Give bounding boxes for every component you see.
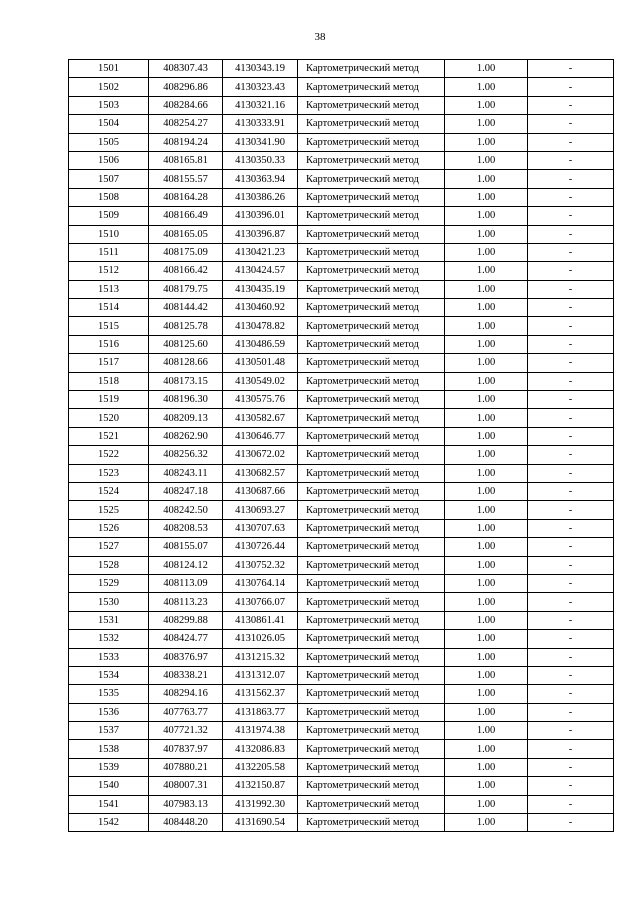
x-coordinate-cell: 408173.15 — [149, 372, 223, 390]
method-cell: Картометрический метод — [298, 354, 445, 372]
point-number-cell: 1507 — [69, 170, 149, 188]
note-cell: - — [528, 814, 614, 832]
table-row — [69, 170, 614, 188]
y-coordinate-cell: 4130752.32 — [223, 556, 298, 574]
x-coordinate-cell: 408209.13 — [149, 409, 223, 427]
y-coordinate-cell: 4130646.77 — [223, 427, 298, 445]
note-cell: - — [528, 630, 614, 648]
note-cell: - — [528, 133, 614, 151]
point-number-cell: 1534 — [69, 666, 149, 684]
point-number-cell: 1510 — [69, 225, 149, 243]
y-coordinate-cell: 4132086.83 — [223, 740, 298, 758]
x-coordinate-cell: 408125.78 — [149, 317, 223, 335]
accuracy-cell: 1.00 — [445, 795, 528, 813]
note-cell: - — [528, 538, 614, 556]
table-row — [69, 482, 614, 500]
method-cell: Картометрический метод — [298, 170, 445, 188]
method-cell: Картометрический метод — [298, 740, 445, 758]
point-number-cell: 1514 — [69, 299, 149, 317]
table-row — [69, 207, 614, 225]
point-number-cell: 1539 — [69, 758, 149, 776]
note-cell: - — [528, 151, 614, 169]
accuracy-cell: 1.00 — [445, 60, 528, 78]
y-coordinate-cell: 4130350.33 — [223, 151, 298, 169]
point-number-cell: 1518 — [69, 372, 149, 390]
y-coordinate-cell: 4130575.76 — [223, 391, 298, 409]
table-row — [69, 335, 614, 353]
table-row — [69, 372, 614, 390]
accuracy-cell: 1.00 — [445, 685, 528, 703]
table-row — [69, 243, 614, 261]
note-cell: - — [528, 758, 614, 776]
table-row — [69, 666, 614, 684]
method-cell: Картометрический метод — [298, 777, 445, 795]
point-number-cell: 1535 — [69, 685, 149, 703]
note-cell: - — [528, 446, 614, 464]
accuracy-cell: 1.00 — [445, 354, 528, 372]
note-cell: - — [528, 482, 614, 500]
method-cell: Картометрический метод — [298, 519, 445, 537]
x-coordinate-cell: 408113.23 — [149, 593, 223, 611]
table-row — [69, 317, 614, 335]
method-cell: Картометрический метод — [298, 317, 445, 335]
accuracy-cell: 1.00 — [445, 648, 528, 666]
table-row — [69, 611, 614, 629]
x-coordinate-cell: 408424.77 — [149, 630, 223, 648]
point-number-cell: 1540 — [69, 777, 149, 795]
table-row — [69, 758, 614, 776]
method-cell: Картометрический метод — [298, 60, 445, 78]
accuracy-cell: 1.00 — [445, 758, 528, 776]
point-number-cell: 1508 — [69, 188, 149, 206]
y-coordinate-cell: 4132205.58 — [223, 758, 298, 776]
point-number-cell: 1528 — [69, 556, 149, 574]
note-cell: - — [528, 703, 614, 721]
point-number-cell: 1538 — [69, 740, 149, 758]
accuracy-cell: 1.00 — [445, 722, 528, 740]
x-coordinate-cell: 407837.97 — [149, 740, 223, 758]
note-cell: - — [528, 427, 614, 445]
y-coordinate-cell: 4130486.59 — [223, 335, 298, 353]
accuracy-cell: 1.00 — [445, 409, 528, 427]
table-row — [69, 299, 614, 317]
accuracy-cell: 1.00 — [445, 519, 528, 537]
method-cell: Картометрический метод — [298, 96, 445, 114]
note-cell: - — [528, 354, 614, 372]
y-coordinate-cell: 4131974.38 — [223, 722, 298, 740]
table-row — [69, 685, 614, 703]
table-row — [69, 115, 614, 133]
accuracy-cell: 1.00 — [445, 446, 528, 464]
accuracy-cell: 1.00 — [445, 115, 528, 133]
y-coordinate-cell: 4130321.16 — [223, 96, 298, 114]
x-coordinate-cell: 408208.53 — [149, 519, 223, 537]
method-cell: Картометрический метод — [298, 795, 445, 813]
accuracy-cell: 1.00 — [445, 262, 528, 280]
note-cell: - — [528, 740, 614, 758]
y-coordinate-cell: 4130682.57 — [223, 464, 298, 482]
accuracy-cell: 1.00 — [445, 814, 528, 832]
x-coordinate-cell: 408243.11 — [149, 464, 223, 482]
table-row — [69, 78, 614, 96]
point-number-cell: 1529 — [69, 574, 149, 592]
point-number-cell: 1521 — [69, 427, 149, 445]
coordinates-table-body — [69, 60, 614, 832]
y-coordinate-cell: 4131215.32 — [223, 648, 298, 666]
y-coordinate-cell: 4131562.37 — [223, 685, 298, 703]
method-cell: Картометрический метод — [298, 280, 445, 298]
table-row — [69, 538, 614, 556]
x-coordinate-cell: 408165.05 — [149, 225, 223, 243]
table-row — [69, 409, 614, 427]
accuracy-cell: 1.00 — [445, 188, 528, 206]
method-cell: Картометрический метод — [298, 78, 445, 96]
point-number-cell: 1523 — [69, 464, 149, 482]
note-cell: - — [528, 464, 614, 482]
table-row — [69, 427, 614, 445]
note-cell: - — [528, 501, 614, 519]
x-coordinate-cell: 408247.18 — [149, 482, 223, 500]
point-number-cell: 1509 — [69, 207, 149, 225]
note-cell: - — [528, 574, 614, 592]
note-cell: - — [528, 795, 614, 813]
point-number-cell: 1506 — [69, 151, 149, 169]
note-cell: - — [528, 666, 614, 684]
table-row — [69, 648, 614, 666]
note-cell: - — [528, 207, 614, 225]
accuracy-cell: 1.00 — [445, 243, 528, 261]
y-coordinate-cell: 4131312.07 — [223, 666, 298, 684]
table-row — [69, 225, 614, 243]
x-coordinate-cell: 408113.09 — [149, 574, 223, 592]
table-row — [69, 814, 614, 832]
x-coordinate-cell: 408124.12 — [149, 556, 223, 574]
point-number-cell: 1513 — [69, 280, 149, 298]
method-cell: Картометрический метод — [298, 299, 445, 317]
note-cell: - — [528, 78, 614, 96]
note-cell: - — [528, 188, 614, 206]
y-coordinate-cell: 4130501.48 — [223, 354, 298, 372]
table-row — [69, 280, 614, 298]
x-coordinate-cell: 408376.97 — [149, 648, 223, 666]
point-number-cell: 1520 — [69, 409, 149, 427]
point-number-cell: 1512 — [69, 262, 149, 280]
point-number-cell: 1531 — [69, 611, 149, 629]
method-cell: Картометрический метод — [298, 391, 445, 409]
point-number-cell: 1527 — [69, 538, 149, 556]
method-cell: Картометрический метод — [298, 243, 445, 261]
y-coordinate-cell: 4130766.07 — [223, 593, 298, 611]
accuracy-cell: 1.00 — [445, 391, 528, 409]
x-coordinate-cell: 408166.42 — [149, 262, 223, 280]
table-row — [69, 464, 614, 482]
y-coordinate-cell: 4130396.01 — [223, 207, 298, 225]
table-row — [69, 795, 614, 813]
method-cell: Картометрический метод — [298, 262, 445, 280]
accuracy-cell: 1.00 — [445, 225, 528, 243]
note-cell: - — [528, 519, 614, 537]
y-coordinate-cell: 4130343.19 — [223, 60, 298, 78]
accuracy-cell: 1.00 — [445, 777, 528, 795]
accuracy-cell: 1.00 — [445, 538, 528, 556]
accuracy-cell: 1.00 — [445, 593, 528, 611]
table-row — [69, 96, 614, 114]
x-coordinate-cell: 408194.24 — [149, 133, 223, 151]
y-coordinate-cell: 4130582.67 — [223, 409, 298, 427]
point-number-cell: 1541 — [69, 795, 149, 813]
accuracy-cell: 1.00 — [445, 666, 528, 684]
y-coordinate-cell: 4131863.77 — [223, 703, 298, 721]
note-cell: - — [528, 243, 614, 261]
x-coordinate-cell: 408307.43 — [149, 60, 223, 78]
accuracy-cell: 1.00 — [445, 372, 528, 390]
coordinates-table — [68, 59, 614, 832]
method-cell: Картометрический метод — [298, 574, 445, 592]
point-number-cell: 1515 — [69, 317, 149, 335]
y-coordinate-cell: 4130421.23 — [223, 243, 298, 261]
y-coordinate-cell: 4130386.26 — [223, 188, 298, 206]
accuracy-cell: 1.00 — [445, 556, 528, 574]
y-coordinate-cell: 4130435.19 — [223, 280, 298, 298]
y-coordinate-cell: 4130764.14 — [223, 574, 298, 592]
y-coordinate-cell: 4130363.94 — [223, 170, 298, 188]
y-coordinate-cell: 4130424.57 — [223, 262, 298, 280]
note-cell: - — [528, 115, 614, 133]
x-coordinate-cell: 408284.66 — [149, 96, 223, 114]
point-number-cell: 1537 — [69, 722, 149, 740]
method-cell: Картометрический метод — [298, 538, 445, 556]
table-row — [69, 354, 614, 372]
point-number-cell: 1536 — [69, 703, 149, 721]
y-coordinate-cell: 4130687.66 — [223, 482, 298, 500]
y-coordinate-cell: 4130549.02 — [223, 372, 298, 390]
note-cell: - — [528, 777, 614, 795]
method-cell: Картометрический метод — [298, 188, 445, 206]
accuracy-cell: 1.00 — [445, 427, 528, 445]
method-cell: Картометрический метод — [298, 703, 445, 721]
x-coordinate-cell: 408242.50 — [149, 501, 223, 519]
accuracy-cell: 1.00 — [445, 317, 528, 335]
y-coordinate-cell: 4130707.63 — [223, 519, 298, 537]
point-number-cell: 1519 — [69, 391, 149, 409]
method-cell: Картометрический метод — [298, 151, 445, 169]
point-number-cell: 1502 — [69, 78, 149, 96]
table-row — [69, 151, 614, 169]
method-cell: Картометрический метод — [298, 133, 445, 151]
method-cell: Картометрический метод — [298, 446, 445, 464]
point-number-cell: 1533 — [69, 648, 149, 666]
method-cell: Картометрический метод — [298, 814, 445, 832]
accuracy-cell: 1.00 — [445, 501, 528, 519]
note-cell: - — [528, 372, 614, 390]
x-coordinate-cell: 407880.21 — [149, 758, 223, 776]
table-row — [69, 777, 614, 795]
table-row — [69, 574, 614, 592]
accuracy-cell: 1.00 — [445, 574, 528, 592]
point-number-cell: 1524 — [69, 482, 149, 500]
x-coordinate-cell: 408338.21 — [149, 666, 223, 684]
accuracy-cell: 1.00 — [445, 703, 528, 721]
method-cell: Картометрический метод — [298, 666, 445, 684]
note-cell: - — [528, 96, 614, 114]
note-cell: - — [528, 262, 614, 280]
x-coordinate-cell: 408296.86 — [149, 78, 223, 96]
note-cell: - — [528, 299, 614, 317]
y-coordinate-cell: 4130341.90 — [223, 133, 298, 151]
table-row — [69, 556, 614, 574]
note-cell: - — [528, 225, 614, 243]
method-cell: Картометрический метод — [298, 207, 445, 225]
point-number-cell: 1530 — [69, 593, 149, 611]
x-coordinate-cell: 408144.42 — [149, 299, 223, 317]
method-cell: Картометрический метод — [298, 685, 445, 703]
note-cell: - — [528, 335, 614, 353]
point-number-cell: 1532 — [69, 630, 149, 648]
point-number-cell: 1505 — [69, 133, 149, 151]
x-coordinate-cell: 408299.88 — [149, 611, 223, 629]
method-cell: Картометрический метод — [298, 611, 445, 629]
method-cell: Картометрический метод — [298, 593, 445, 611]
method-cell: Картометрический метод — [298, 556, 445, 574]
table-row — [69, 262, 614, 280]
accuracy-cell: 1.00 — [445, 335, 528, 353]
note-cell: - — [528, 556, 614, 574]
point-number-cell: 1501 — [69, 60, 149, 78]
table-row — [69, 188, 614, 206]
x-coordinate-cell: 408254.27 — [149, 115, 223, 133]
accuracy-cell: 1.00 — [445, 740, 528, 758]
note-cell: - — [528, 317, 614, 335]
x-coordinate-cell: 408166.49 — [149, 207, 223, 225]
y-coordinate-cell: 4130693.27 — [223, 501, 298, 519]
method-cell: Картометрический метод — [298, 758, 445, 776]
x-coordinate-cell: 408448.20 — [149, 814, 223, 832]
point-number-cell: 1516 — [69, 335, 149, 353]
method-cell: Картометрический метод — [298, 335, 445, 353]
x-coordinate-cell: 408196.30 — [149, 391, 223, 409]
note-cell: - — [528, 170, 614, 188]
table-row — [69, 519, 614, 537]
accuracy-cell: 1.00 — [445, 170, 528, 188]
point-number-cell: 1504 — [69, 115, 149, 133]
accuracy-cell: 1.00 — [445, 78, 528, 96]
y-coordinate-cell: 4130861.41 — [223, 611, 298, 629]
table-row — [69, 722, 614, 740]
y-coordinate-cell: 4131992.30 — [223, 795, 298, 813]
x-coordinate-cell: 408125.60 — [149, 335, 223, 353]
accuracy-cell: 1.00 — [445, 482, 528, 500]
table-row — [69, 703, 614, 721]
table-row — [69, 593, 614, 611]
x-coordinate-cell: 408294.16 — [149, 685, 223, 703]
y-coordinate-cell: 4130333.91 — [223, 115, 298, 133]
x-coordinate-cell: 408155.07 — [149, 538, 223, 556]
accuracy-cell: 1.00 — [445, 464, 528, 482]
accuracy-cell: 1.00 — [445, 133, 528, 151]
accuracy-cell: 1.00 — [445, 96, 528, 114]
y-coordinate-cell: 4130726.44 — [223, 538, 298, 556]
method-cell: Картометрический метод — [298, 409, 445, 427]
accuracy-cell: 1.00 — [445, 151, 528, 169]
x-coordinate-cell: 408175.09 — [149, 243, 223, 261]
accuracy-cell: 1.00 — [445, 611, 528, 629]
point-number-cell: 1522 — [69, 446, 149, 464]
table-row — [69, 391, 614, 409]
x-coordinate-cell: 408128.66 — [149, 354, 223, 372]
y-coordinate-cell: 4132150.87 — [223, 777, 298, 795]
y-coordinate-cell: 4130672.02 — [223, 446, 298, 464]
note-cell: - — [528, 60, 614, 78]
y-coordinate-cell: 4130460.92 — [223, 299, 298, 317]
table-row — [69, 630, 614, 648]
method-cell: Картометрический метод — [298, 482, 445, 500]
accuracy-cell: 1.00 — [445, 280, 528, 298]
x-coordinate-cell: 407763.77 — [149, 703, 223, 721]
note-cell: - — [528, 685, 614, 703]
point-number-cell: 1525 — [69, 501, 149, 519]
x-coordinate-cell: 408007.31 — [149, 777, 223, 795]
y-coordinate-cell: 4130478.82 — [223, 317, 298, 335]
method-cell: Картометрический метод — [298, 501, 445, 519]
x-coordinate-cell: 407983.13 — [149, 795, 223, 813]
method-cell: Картометрический метод — [298, 427, 445, 445]
x-coordinate-cell: 408262.90 — [149, 427, 223, 445]
x-coordinate-cell: 407721.32 — [149, 722, 223, 740]
table-row — [69, 133, 614, 151]
note-cell: - — [528, 611, 614, 629]
table-row — [69, 446, 614, 464]
method-cell: Картометрический метод — [298, 464, 445, 482]
note-cell: - — [528, 722, 614, 740]
note-cell: - — [528, 280, 614, 298]
method-cell: Картометрический метод — [298, 648, 445, 666]
x-coordinate-cell: 408256.32 — [149, 446, 223, 464]
accuracy-cell: 1.00 — [445, 207, 528, 225]
note-cell: - — [528, 409, 614, 427]
point-number-cell: 1511 — [69, 243, 149, 261]
y-coordinate-cell: 4130323.43 — [223, 78, 298, 96]
point-number-cell: 1517 — [69, 354, 149, 372]
page-number: 38 — [314, 31, 326, 43]
note-cell: - — [528, 648, 614, 666]
x-coordinate-cell: 408155.57 — [149, 170, 223, 188]
method-cell: Картометрический метод — [298, 225, 445, 243]
method-cell: Картометрический метод — [298, 115, 445, 133]
table-row — [69, 740, 614, 758]
x-coordinate-cell: 408165.81 — [149, 151, 223, 169]
y-coordinate-cell: 4131690.54 — [223, 814, 298, 832]
y-coordinate-cell: 4131026.05 — [223, 630, 298, 648]
x-coordinate-cell: 408179.75 — [149, 280, 223, 298]
table-row — [69, 60, 614, 78]
accuracy-cell: 1.00 — [445, 630, 528, 648]
point-number-cell: 1542 — [69, 814, 149, 832]
method-cell: Картометрический метод — [298, 372, 445, 390]
table-row — [69, 501, 614, 519]
method-cell: Картометрический метод — [298, 630, 445, 648]
x-coordinate-cell: 408164.28 — [149, 188, 223, 206]
note-cell: - — [528, 391, 614, 409]
method-cell: Картометрический метод — [298, 722, 445, 740]
y-coordinate-cell: 4130396.87 — [223, 225, 298, 243]
point-number-cell: 1503 — [69, 96, 149, 114]
note-cell: - — [528, 593, 614, 611]
accuracy-cell: 1.00 — [445, 299, 528, 317]
point-number-cell: 1526 — [69, 519, 149, 537]
